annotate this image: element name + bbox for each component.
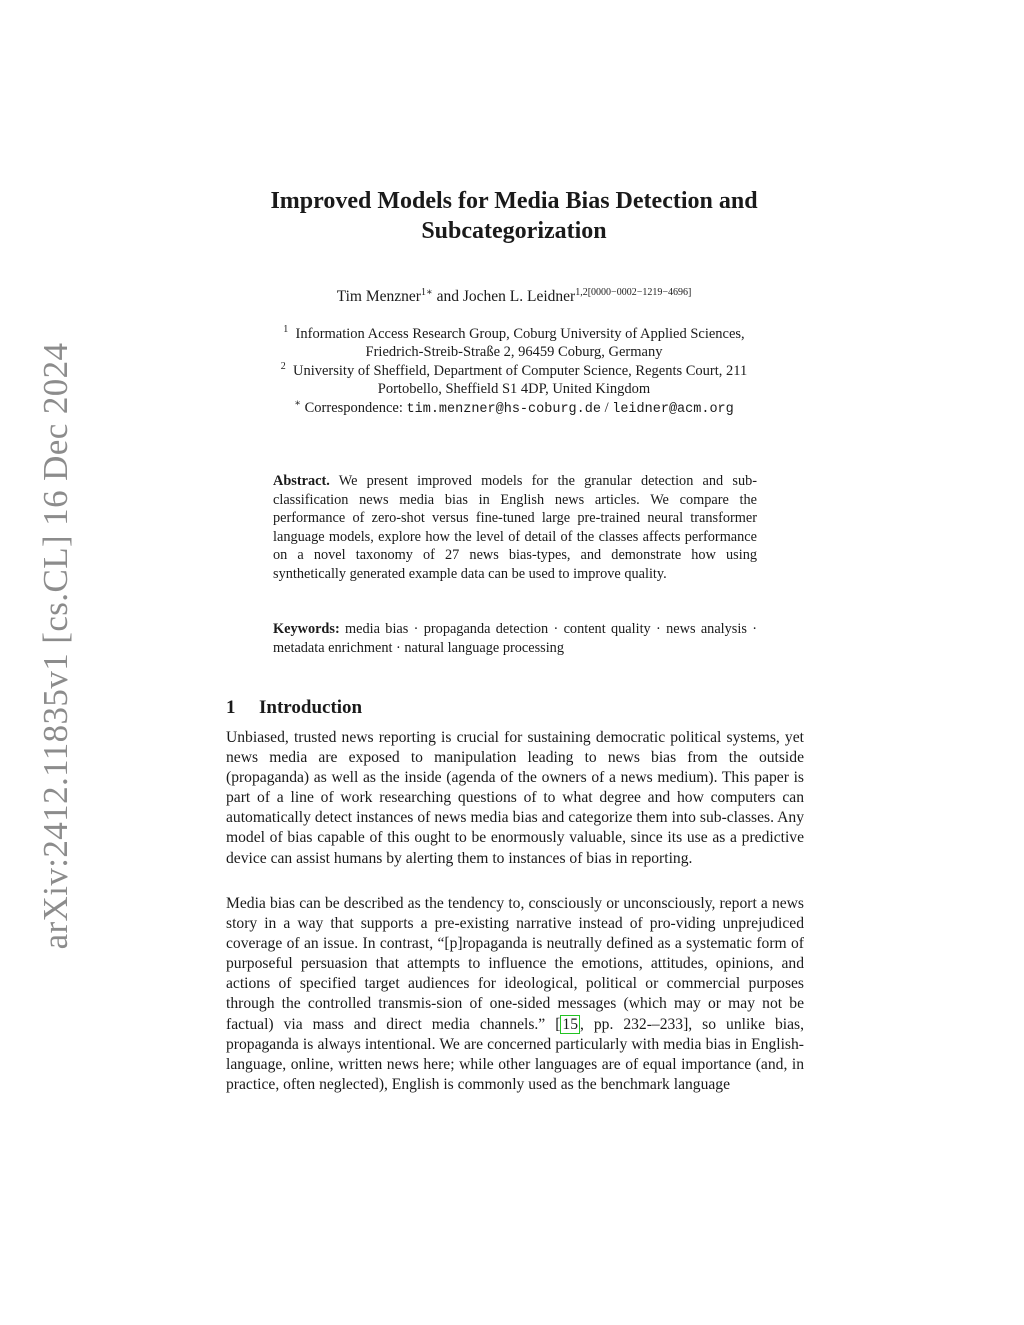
section-heading — [226, 696, 362, 720]
author-list — [200, 287, 828, 307]
author-name: Tim Menzner — [336, 288, 421, 305]
keywords-text: media bias · propaganda detection · content quality · news analysis · metadata enrichment · natural language processing — [273, 621, 757, 656]
author-name: Jochen L. Leidner — [462, 288, 576, 305]
affiliation-2-line-1: $^2$ University of Sheffield, Department of Computer Science, Regents Court, 211 — [280, 360, 748, 379]
author-conjunction: and — [436, 288, 459, 305]
correspondence-label: Correspondence: — [304, 399, 403, 416]
abstract-text: We present improved models for the granular detection and sub-classification news media bias in English news articles. We compare the performance of zero-shot versus fine-tuned large pre-trained neural transformer language models, explore how the level of detail of the classes affects performance on a novel taxonomy of 27 news bias-types, and demonstrate how using synthetically generated example data can be used to improve quality. — [273, 473, 758, 582]
abstract-label: Abstract. — [273, 473, 330, 489]
email-link[interactable]: tim.menzner@hs-coburg.de — [406, 401, 601, 417]
affiliation-mark: 1 — [283, 324, 289, 336]
introduction-paragraph-1: Unbiased, trusted news reporting is crucial for sustaining democratic political systems, yet news media are exposed to manipulation leading to news bias from the outside (propaganda) as well as the inside (agenda of the owners of a news medium). This paper is part of a line of work researching questions of to what degree and how computers can automatically detect instances of news media bias and categorize them into sub-classes. Any model of bias capable of this ought to be enormously valuable, since its use as a predictive device can assist humans by alerting them to instances of bias in reporting. — [226, 729, 804, 867]
affiliation-1-line-2: Friedrich-Streib-Straße 2, 96459 Coburg, Germany — [365, 344, 663, 361]
affiliation-1-line-1: $^1$ Information Access Research Group, Coburg University of Applied Sciences, — [283, 324, 745, 342]
author-affiliation-mark: 1,2[0000−0002−1219−4696] — [575, 286, 692, 298]
affiliation-mark: 2 — [280, 360, 286, 372]
affiliations — [200, 325, 828, 419]
correspondence-line — [200, 399, 828, 419]
author-affiliation-mark: 1∗ — [420, 286, 433, 298]
section-title: Introduction — [259, 697, 363, 718]
section-number: 1 — [226, 697, 236, 718]
keywords-label: Keywords: — [273, 621, 340, 637]
arxiv-identifier-stamp: arXiv:2412.11835v1 [cs.CL] 16 Dec 2024 — [36, 342, 75, 950]
abstract — [273, 472, 757, 584]
introduction-paragraph-2: Media bias can be described as the tendency to, consciously or unconsciously, report a news story in a way that supports a pre-existing narrative instead of pro-viding unprejudiced coverage of an issue. In contrast, “[p]ropaganda is neutrally defined as a systematic form of purposeful persuasion that attempts to influence the emotions, attitudes, opinions, and actions of specified target audiences for ideological, political or commercial purposes through the controlled transmis-sion of one-sided messages (which may or may not be factual) via mass and direct media channels.” [ 15 , pp. 232-–233], so unlike bias, propaganda is always intentional. We are concerned particularly with media bias in English-language, online, written news here; while other languages are of equal importance (and, in practice, often neglected), English is commonly used as the benchmark language — [226, 895, 804, 1093]
correspondence-mark: ∗ — [294, 397, 302, 409]
paper-title: Improved Models for Media Bias Detection and Subcategorization — [270, 188, 758, 244]
email-link[interactable]: leidner@acm.org — [612, 401, 734, 417]
affiliation-2-line-2: Portobello, Sheffield S1 4DP, United Kingdom — [377, 381, 651, 398]
citation-link[interactable]: 15 — [562, 1015, 578, 1033]
keywords — [273, 620, 757, 657]
email-separator: / — [604, 399, 609, 416]
